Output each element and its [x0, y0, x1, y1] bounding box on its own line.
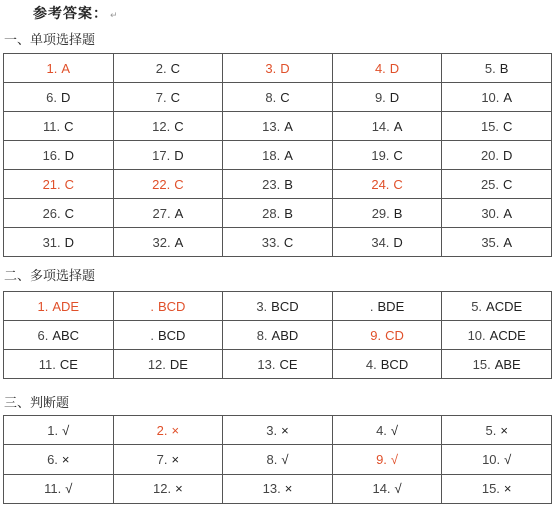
- question-number: 19.: [371, 147, 390, 163]
- answer-value: ×: [500, 422, 508, 438]
- question-number: 31.: [42, 234, 61, 250]
- answer-table-multiple-choice: [3, 291, 552, 379]
- table-row: [4, 228, 552, 257]
- question-number: 11.: [43, 118, 61, 134]
- answer-cell: [442, 83, 552, 112]
- answer-value: C: [393, 147, 403, 163]
- question-number: 20.: [480, 147, 500, 163]
- question-number: 27.: [152, 205, 171, 221]
- answer-cell: [4, 141, 114, 170]
- answer-cell: [223, 141, 333, 170]
- question-number: 4.: [374, 60, 386, 76]
- answer-value: C: [170, 60, 180, 76]
- answer-cell: [332, 474, 442, 503]
- answer-value: ×: [175, 481, 183, 497]
- answer-value: C: [283, 234, 294, 250]
- answer-value: C: [393, 176, 403, 192]
- answer-cell: [442, 228, 552, 257]
- table-row: [4, 321, 552, 350]
- question-number: 10.: [481, 89, 500, 105]
- answer-cell: [332, 228, 442, 257]
- answer-value: B: [284, 205, 293, 221]
- answer-cell: [223, 292, 333, 321]
- answer-value: D: [64, 234, 75, 250]
- question-number: 30.: [481, 205, 500, 221]
- answer-cell: [113, 170, 223, 199]
- question-number: 11.: [44, 481, 62, 497]
- answer-cell: [332, 83, 442, 112]
- question-number: 29.: [371, 205, 390, 221]
- answer-cell: [442, 292, 552, 321]
- answer-cell: [4, 445, 114, 474]
- question-number: 25.: [480, 176, 500, 192]
- table-row: [4, 141, 552, 170]
- return-mark-icon: ↵: [110, 11, 119, 21]
- table-row: [4, 170, 552, 199]
- question-number: 5.: [471, 298, 483, 314]
- question-number: 4.: [376, 422, 387, 438]
- question-number: 11.: [38, 356, 56, 372]
- answer-value: A: [284, 118, 293, 134]
- answer-value: A: [393, 118, 403, 134]
- table-row: [4, 292, 552, 321]
- answer-value: D: [393, 234, 403, 250]
- question-number: 7.: [155, 89, 167, 105]
- answer-value: C: [503, 118, 513, 134]
- question-number: 6.: [47, 451, 58, 467]
- answer-value: D: [280, 60, 290, 76]
- section-label-true-false: 三、判断题: [4, 396, 70, 411]
- answer-cell: [332, 445, 442, 474]
- question-number: 13.: [257, 356, 276, 372]
- answer-value: D: [61, 89, 71, 105]
- answer-value: DE: [169, 356, 188, 372]
- answer-value: BCD: [157, 298, 186, 314]
- answer-value: √: [504, 451, 512, 467]
- answer-cell: [113, 54, 223, 83]
- answer-table-single-choice: [3, 53, 552, 257]
- question-number: 22.: [152, 176, 171, 192]
- answer-value: √: [281, 451, 289, 467]
- answer-value: A: [503, 89, 513, 105]
- answer-cell: [332, 141, 442, 170]
- question-number: 14.: [372, 481, 391, 497]
- question-number: 1.: [46, 60, 58, 76]
- question-number: 23.: [262, 176, 281, 192]
- question-number: 15.: [480, 118, 500, 134]
- table-row: [4, 199, 552, 228]
- answer-value: ABC: [52, 327, 80, 343]
- answer-value: C: [503, 176, 513, 192]
- answer-value: BCD: [157, 327, 186, 343]
- answer-cell: [4, 228, 114, 257]
- question-number: 12.: [152, 118, 171, 134]
- table-row: [4, 83, 552, 112]
- question-number: 5.: [485, 422, 497, 438]
- answer-cell: [223, 350, 333, 379]
- answer-cell: [442, 170, 552, 199]
- answer-value: ABE: [494, 356, 521, 372]
- question-number: 7.: [156, 451, 168, 467]
- question-number: 34.: [371, 234, 390, 250]
- answer-cell: [113, 445, 223, 474]
- answer-value: D: [389, 60, 400, 76]
- question-number: 8.: [265, 89, 277, 105]
- question-number: 6.: [37, 327, 49, 343]
- answer-value: √: [390, 451, 399, 467]
- answer-cell: [442, 141, 552, 170]
- question-number: 4.: [365, 356, 377, 372]
- question-number: 18.: [262, 147, 281, 163]
- question-number: .: [369, 298, 374, 314]
- question-number: 9.: [374, 89, 386, 105]
- answer-cell: [223, 228, 333, 257]
- answer-value: ×: [171, 422, 180, 438]
- answer-value: C: [64, 176, 75, 192]
- answer-cell: [113, 321, 223, 350]
- answer-cell: [4, 112, 114, 141]
- question-number: 16.: [42, 147, 61, 163]
- answer-value: CE: [279, 356, 298, 372]
- answer-value: BCD: [271, 298, 299, 314]
- answer-value: B: [499, 60, 509, 76]
- answer-cell: [442, 54, 552, 83]
- answer-cell: [223, 199, 333, 228]
- answer-value: D: [503, 147, 513, 163]
- answer-value: ×: [61, 451, 70, 467]
- answer-cell: [113, 112, 223, 141]
- answer-value: √: [65, 481, 73, 497]
- answer-value: A: [503, 234, 513, 250]
- table-row: [4, 474, 552, 503]
- answer-value: C: [64, 118, 74, 134]
- answer-cell: [4, 292, 114, 321]
- question-number: 8.: [266, 451, 278, 467]
- question-number: 13.: [262, 481, 281, 497]
- answer-cell: [332, 112, 442, 141]
- answer-cell: [223, 474, 333, 503]
- question-number: 28.: [262, 205, 281, 221]
- answer-cell: [113, 292, 223, 321]
- answer-cell: [442, 350, 552, 379]
- answer-cell: [4, 199, 114, 228]
- table-row: [4, 416, 552, 445]
- answer-cell: [332, 321, 442, 350]
- answer-cell: [4, 321, 114, 350]
- question-number: .: [150, 298, 154, 314]
- answer-cell: [113, 83, 223, 112]
- answer-cell: [332, 170, 442, 199]
- answer-cell: [332, 54, 442, 83]
- answer-value: A: [174, 205, 184, 221]
- question-number: 5.: [484, 60, 496, 76]
- question-number: 15.: [472, 356, 491, 372]
- question-number: 32.: [152, 234, 171, 250]
- question-number: 3.: [265, 60, 277, 76]
- answer-value: D: [64, 147, 75, 163]
- answer-cell: [332, 350, 442, 379]
- question-number: 21.: [42, 176, 61, 192]
- answer-value: ×: [503, 481, 512, 497]
- question-number: 8.: [256, 327, 268, 343]
- question-number: 10.: [467, 327, 486, 343]
- answer-cell: [223, 83, 333, 112]
- answer-cell: [442, 474, 552, 503]
- answer-value: CD: [385, 327, 404, 343]
- question-number: 1.: [47, 422, 59, 438]
- page-title: 参考答案： ↵: [33, 6, 119, 22]
- answer-value: ACDE: [489, 327, 526, 343]
- answer-value: BDE: [377, 298, 405, 314]
- question-number: 12.: [153, 481, 172, 497]
- answer-cell: [4, 83, 114, 112]
- answer-cell: [223, 54, 333, 83]
- answer-cell: [223, 321, 333, 350]
- answer-cell: [332, 199, 442, 228]
- answer-cell: [113, 228, 223, 257]
- question-number: 10.: [482, 451, 501, 467]
- answer-value: CE: [59, 356, 78, 372]
- answer-cell: [113, 141, 223, 170]
- answer-cell: [442, 445, 552, 474]
- question-number: 35.: [481, 234, 500, 250]
- question-number: 24.: [371, 176, 390, 192]
- answer-value: √: [394, 481, 402, 497]
- answer-cell: [442, 199, 552, 228]
- answer-value: ABD: [271, 327, 299, 343]
- answer-cell: [223, 170, 333, 199]
- answer-value: BCD: [380, 356, 409, 372]
- answer-value: D: [174, 147, 184, 163]
- question-number: 2.: [156, 422, 168, 438]
- answer-cell: [4, 416, 114, 445]
- question-number: 9.: [376, 451, 387, 467]
- answer-cell: [113, 416, 223, 445]
- answer-value: A: [284, 147, 293, 163]
- answer-cell: [113, 199, 223, 228]
- question-number: 26.: [42, 205, 61, 221]
- table-row: [4, 350, 552, 379]
- answer-value: ADE: [52, 298, 80, 314]
- answer-cell: [4, 474, 114, 503]
- answer-cell: [223, 112, 333, 141]
- answer-cell: [4, 54, 114, 83]
- answer-value: ACDE: [486, 298, 523, 314]
- answer-value: ×: [171, 451, 180, 467]
- answer-value: C: [174, 118, 184, 134]
- question-number: 3.: [266, 422, 278, 438]
- answer-cell: [442, 321, 552, 350]
- answer-cell: [113, 474, 223, 503]
- table-row: [4, 54, 552, 83]
- question-number: 1.: [37, 298, 49, 314]
- table-row: [4, 112, 552, 141]
- answer-value: C: [170, 89, 180, 105]
- answer-cell: [4, 350, 114, 379]
- answer-cell: [223, 445, 333, 474]
- question-number: 9.: [370, 327, 382, 343]
- question-number: 17.: [152, 147, 171, 163]
- answer-cell: [442, 416, 552, 445]
- answer-value: √: [390, 422, 399, 438]
- answer-value: A: [503, 205, 513, 221]
- section-label-single-choice: 一、单项选择题: [4, 33, 96, 48]
- answer-cell: [113, 350, 223, 379]
- question-number: 14.: [371, 118, 390, 134]
- answer-value: B: [393, 205, 403, 221]
- answer-table-true-false: [3, 415, 552, 504]
- answer-value: B: [284, 176, 293, 192]
- answer-cell: [4, 170, 114, 199]
- answer-value: D: [389, 89, 400, 105]
- section-label-multiple-choice: 二、多项选择题: [4, 269, 96, 284]
- answer-cell: [442, 112, 552, 141]
- question-number: 6.: [46, 89, 58, 105]
- answer-value: A: [61, 60, 71, 76]
- question-number: 33.: [261, 234, 280, 250]
- question-number: 3.: [256, 298, 268, 314]
- answer-value: C: [64, 205, 75, 221]
- answer-value: √: [62, 422, 70, 438]
- answer-value: ×: [284, 481, 293, 497]
- answer-value: A: [174, 234, 184, 250]
- answer-cell: [332, 292, 442, 321]
- answer-value: C: [280, 89, 290, 105]
- answer-value: C: [174, 176, 184, 192]
- answer-cell: [223, 416, 333, 445]
- question-number: 2.: [155, 60, 167, 76]
- question-number: 15.: [481, 481, 500, 497]
- question-number: .: [150, 327, 154, 343]
- table-row: [4, 445, 552, 474]
- question-number: 12.: [147, 356, 166, 372]
- answer-value: ×: [281, 422, 289, 438]
- question-number: 13.: [262, 118, 281, 134]
- answer-cell: [332, 416, 442, 445]
